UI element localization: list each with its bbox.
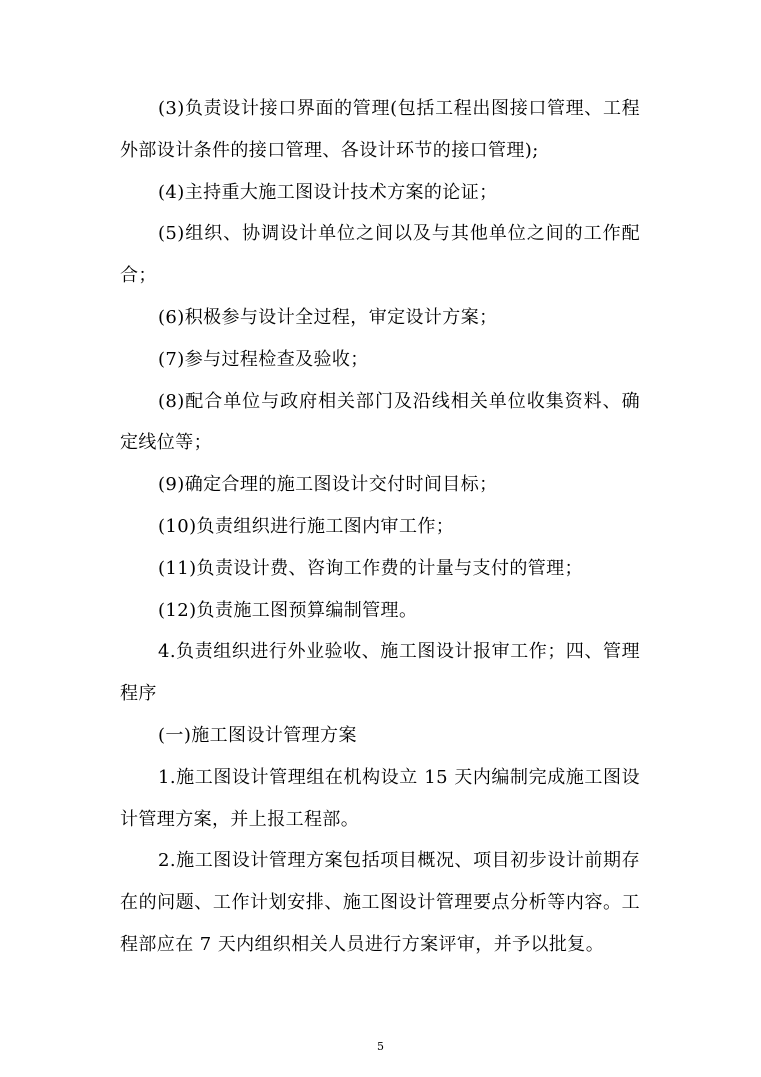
paragraph-item-11: (11)负责设计费、咨询工作费的计量与支付的管理； [158, 557, 583, 579]
paragraph-item-8: (8)配合单位与政府相关部门及沿线相关单位收集资料、确定线位等； [120, 390, 640, 454]
page-number: 5 [377, 1040, 384, 1053]
paragraph-item-12: (12)负责施工图预算编制管理。 [158, 599, 418, 621]
section-heading: (一)施工图设计管理方案 [158, 724, 357, 746]
paragraph-item-7: (7)参与过程检查及验收； [158, 348, 369, 370]
paragraph-item-9: (9)确定合理的施工图设计交付时间目标； [158, 474, 498, 496]
paragraph-item-3: (3)负责设计接口界面的管理(包括工程出图接口管理、工程外部设计条件的接口管理、各设计环节的接口管理); [120, 98, 640, 161]
document-body [120, 88, 640, 966]
paragraph-item-4: (4)主持重大施工图设计技术方案的论证； [158, 181, 498, 203]
paragraph-section-4: 4.负责组织进行外业验收、施工图设计报审工作；四、管理程序 [120, 641, 640, 705]
paragraph-item-5: (5)组织、协调设计单位之间以及与其他单位之间的工作配合； [120, 223, 640, 287]
paragraph-item-10: (10)负责组织进行施工图内审工作； [158, 515, 455, 537]
paragraph-plan-1: 1.施工图设计管理组在机构设立 15 天内编制完成施工图设计管理方案，并上报工程部。 [120, 766, 640, 830]
paragraph-item-6: (6)积极参与设计全过程，审定设计方案； [158, 306, 498, 328]
paragraph-plan-2: 2.施工图设计管理方案包括项目概况、项目初步设计前期存在的问题、工作计划安排、施工图设计管理要点分析等内容。工程部应在 7 天内组织相关人员进行方案评审，并予以批复。 [120, 850, 640, 955]
